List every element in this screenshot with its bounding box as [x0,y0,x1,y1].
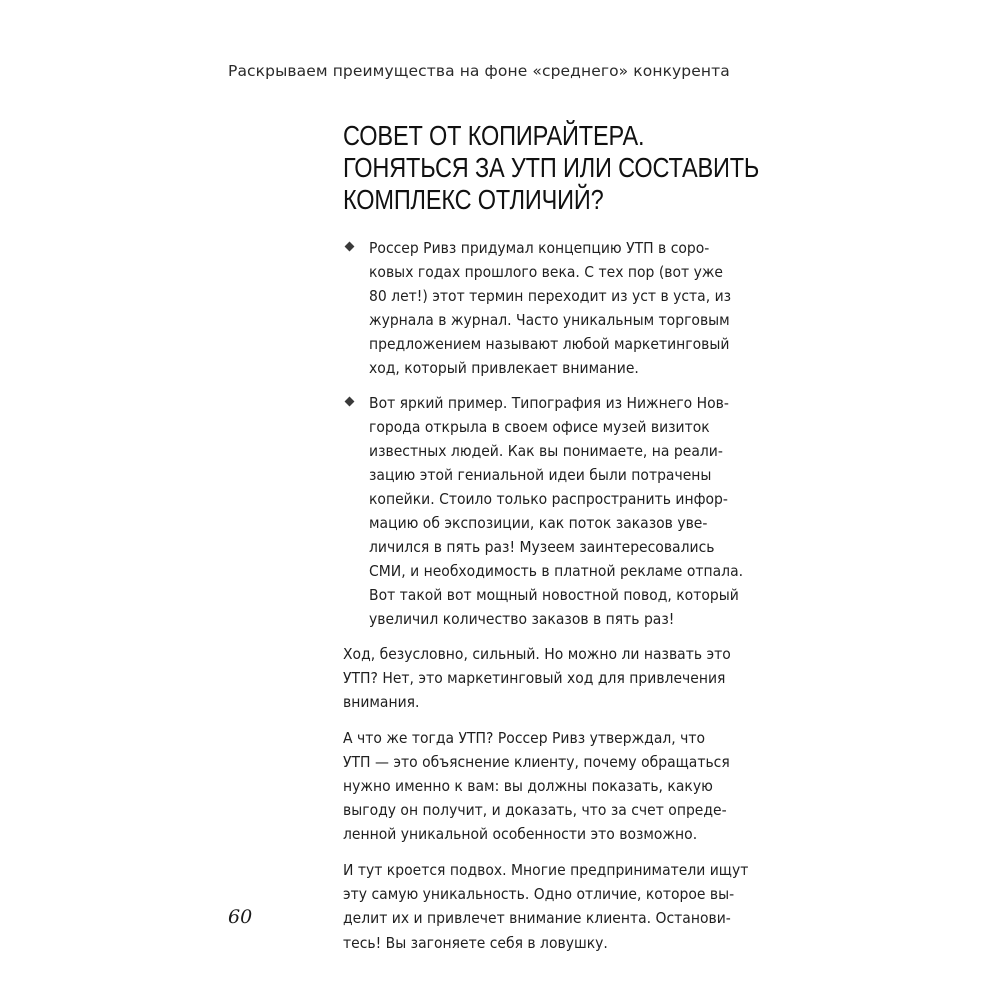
text-line: копейки. Стоило только распространить инфор- [369,489,728,508]
section-title-line: КОМПЛЕКС ОТЛИЧИЙ? [343,184,604,215]
text-line: известных людей. Как вы понимаете, на реали- [369,441,723,460]
text-line: Ход, безусловно, сильный. Но можно ли назвать это [343,644,731,663]
section-title [343,120,763,216]
text-line: Россер Ривз придумал концепцию УТП в соро- [369,239,710,257]
text-line: тесь! Вы загоняете себя в ловушку. [343,933,608,952]
section-title-line: СОВЕТ ОТ КОПИРАЙТЕРА. [343,120,645,151]
bullet-item [343,236,763,381]
text-line: предложением называют любой маркетинговый [369,335,730,354]
text-line: личился в пять раз! Музеем заинтересовались [369,538,715,557]
text-line: И тут кроется подвох. Многие предприниматели ищут [343,861,749,880]
paragraph [343,858,763,954]
paragraph [343,726,763,846]
text-line: ковых годах прошлого века. С тех пор (вот уже [369,263,723,282]
bullet-item [343,391,763,632]
text-line: делит их и привлечет внимание клиента. Останови- [343,909,731,928]
page-number: 60 [228,906,253,928]
text-line: 80 лет!) этот термин переходит из уст в уста, из [369,287,732,306]
section-title-line: ГОНЯТЬСЯ ЗА УТП ИЛИ СОСТАВИТЬ [343,152,760,183]
text-line: зацию этой гениальной идеи были потрачены [369,465,712,484]
running-header: Раскрываем преимущества на фоне «среднего» конкурента [228,62,730,80]
text-line: города открыла в своем офисе музей визиток [369,417,710,436]
text-line: мацию об экспозиции, как поток заказов уве- [369,514,708,533]
text-line: нужно именно к вам: вы должны показать, какую [343,776,713,795]
text-line: ход, который привлекает внимание. [369,359,639,378]
text-line: СМИ, и необходимость в платной рекламе отпала. [369,562,744,581]
text-line: увеличил количество заказов в пять раз! [369,610,675,629]
diamond-bullet-icon [345,242,355,252]
text-line: А что же тогда УТП? Россер Ривз утверждал, что [343,728,706,747]
text-line: Вот яркий пример. Типография из Нижнего Нов- [369,393,729,412]
text-line: ленной уникальной особенности это возможно. [343,825,698,844]
text-line: Вот такой вот мощный новостной повод, который [369,586,739,605]
text-line: эту самую уникальность. Одно отличие, которое вы- [343,885,735,904]
text-line: УТП — это объяснение клиенту, почему обращаться [343,752,730,771]
paragraph [343,642,763,714]
text-line: внимания. [343,692,420,711]
bullet-list [343,236,763,632]
text-line: УТП? Нет, это маркетинговый ход для привлечения [343,668,726,687]
body-text [343,642,763,955]
text-line: выгоду он получит, и доказать, что за счет опреде- [343,801,727,820]
section [343,120,763,967]
diamond-bullet-icon [345,396,355,406]
text-line: журнала в журнал. Часто уникальным торговым [369,311,730,330]
